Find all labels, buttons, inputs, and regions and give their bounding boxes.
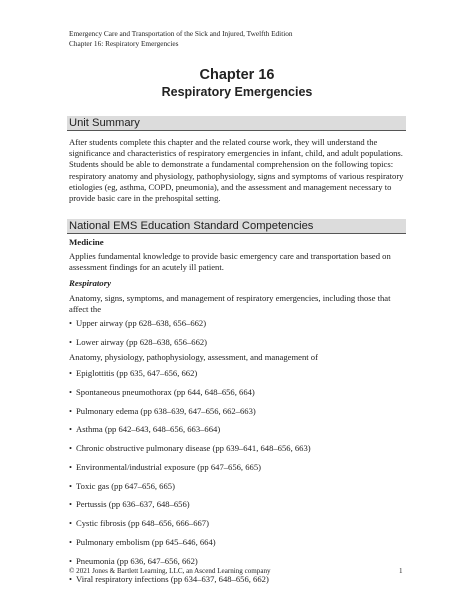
- list-item: • Viral respiratory infections (pp 634–637, 648–656, 662): [69, 574, 269, 585]
- anatomy-intro: Anatomy, physiology, pathophysiology, assessment, and management of: [69, 352, 318, 362]
- running-head: [69, 29, 293, 48]
- running-head-chapter: Chapter 16: Respiratory Emergencies: [69, 38, 179, 48]
- standards-heading: [67, 219, 406, 234]
- medicine-subheading: Medicine: [69, 237, 104, 247]
- section-divider: [67, 233, 406, 234]
- running-head-book-title: Emergency Care and Transportation of the Sick and Injured, Twelfth Edition: [69, 29, 293, 38]
- unit-summary-heading: [67, 116, 406, 131]
- list-item: • Lower airway (pp 628–638, 656–662): [69, 336, 208, 347]
- airway-list: [69, 318, 207, 356]
- list-item: • Pulmonary edema (pp 638–639, 647–656, 662–663): [69, 405, 256, 416]
- list-item: • Epiglottitis (pp 635, 647–656, 662): [69, 368, 198, 378]
- list-item: • Pertussis (pp 636–637, 648–656): [69, 499, 190, 510]
- list-item: • Upper airway (pp 628–638, 656–662): [69, 318, 207, 328]
- list-item: • Pulmonary embolism (pp 645–646, 664): [69, 536, 216, 547]
- respiratory-intro: Anatomy, signs, symptoms, and management of respiratory emergencies, including those that affect the: [69, 293, 391, 315]
- section-divider: [67, 130, 406, 131]
- list-item: • Spontaneous pneumothorax (pp 644, 648–656, 664): [69, 386, 255, 397]
- list-item: • Environmental/industrial exposure (pp 647–656, 665): [69, 461, 261, 472]
- standards-heading-text: National EMS Education Standard Competencies: [69, 220, 314, 232]
- list-item: • Toxic gas (pp 647–656, 665): [69, 480, 175, 491]
- copyright-footer: © 2021 Jones & Bartlett Learning, LLC, an Ascend Learning company: [69, 567, 271, 575]
- chapter-title: Respiratory Emergencies: [161, 85, 313, 99]
- list-item: • Cystic fibrosis (pp 648–656, 666–667): [69, 518, 209, 528]
- medicine-description: Applies fundamental knowledge to provide basic emergency care and transportation based on assessment findings for an acutely ill patient.: [69, 251, 391, 273]
- unit-summary-body: After students complete this chapter and the related course work, they will understand the significance and characteristics of respiratory emergencies in infant, child, and adult populations. Students should be able to demonstrate a fundamental comprehension on the following topics: respiratory anatomy and physiology, pathophysiology, signs and symptoms of various respiratory etiologies (eg, asthma, COPD, pneumonia), and the assessment and management necessary to provide basic care in the prehospital setting.: [69, 137, 404, 204]
- conditions-list: [69, 368, 311, 593]
- list-item: • Asthma (pp 642–643, 648–656, 663–664): [69, 424, 221, 435]
- list-item: • Pneumonia (pp 636, 647–656, 662): [69, 555, 198, 566]
- page-number: 1: [399, 567, 403, 575]
- unit-summary-heading-text: Unit Summary: [69, 117, 140, 129]
- list-item: • Chronic obstructive pulmonary disease (pp 639–641, 648–656, 663): [69, 443, 311, 453]
- chapter-number: Chapter 16: [199, 67, 275, 83]
- respiratory-subheading: Respiratory: [69, 278, 112, 288]
